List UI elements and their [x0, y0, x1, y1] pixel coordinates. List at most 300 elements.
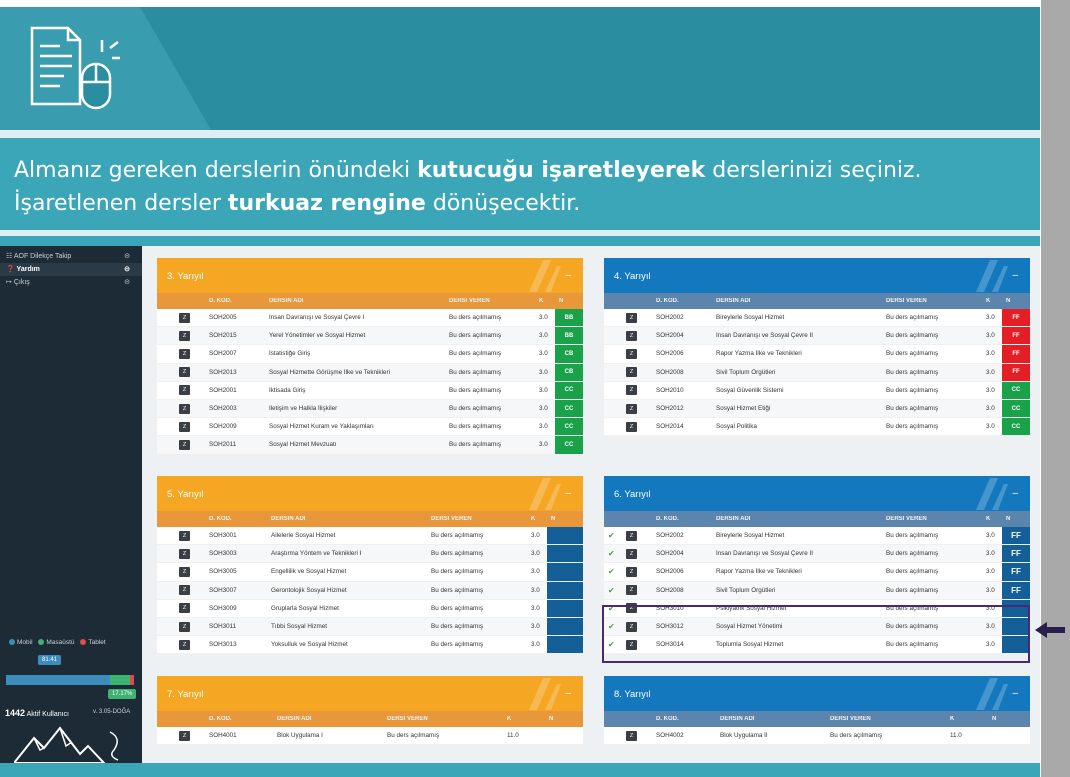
collapse-button[interactable]: – [1012, 270, 1018, 281]
course-instructor: Bu ders açılmamış [431, 641, 484, 649]
course-badge[interactable]: Z [179, 385, 190, 395]
course-credit: 3.0 [539, 423, 548, 431]
course-instructor: Bu ders açılmamış [886, 405, 939, 413]
table-row[interactable] [157, 727, 583, 745]
course-name: Engellilik ve Sosyal Hizmet [271, 568, 347, 576]
column-header-n: N [1006, 298, 1011, 304]
grade-badge: BB [555, 327, 583, 344]
course-table-body [604, 727, 1030, 745]
column-header-kod: D. KOD. [209, 516, 232, 522]
course-name: Sosyal Güvenlik Sistemi [716, 386, 784, 394]
course-badge[interactable]: Z [626, 422, 637, 432]
course-instructor: Bu ders açılmamış [886, 604, 939, 612]
course-credit: 3.0 [986, 350, 995, 358]
column-header-kod: D. KOD. [209, 716, 232, 722]
course-badge[interactable]: Z [626, 367, 637, 377]
mobil-percent-badge: 81.41 [38, 655, 61, 665]
table-header [157, 293, 583, 309]
column-header-k: K [507, 716, 512, 722]
course-name: Toplumla Sosyal Hizmet [716, 641, 784, 649]
course-code: SOH2006 [656, 568, 684, 576]
course-badge[interactable]: Z [626, 404, 637, 414]
column-header-veren: DERSİ VEREN [830, 716, 871, 722]
panel-title: 8. Yarıyıl [614, 689, 651, 700]
checkmark-icon: ✔ [608, 585, 615, 595]
panel-header [157, 676, 583, 711]
table-header [604, 293, 1030, 309]
checkmark-icon: ✔ [608, 549, 615, 559]
column-header-ad: DERSİN ADI [720, 716, 755, 722]
grade-badge [988, 727, 1030, 744]
instruction-text: Almanız gereken derslerin önündeki kutucuğu işaretleyerek derslerinizi seçiniz. İşaretlenen dersler turkuaz rengine dönüşecektir. [0, 138, 1040, 230]
column-header-ad: DERSİN ADI [277, 716, 312, 722]
course-badge[interactable]: Z [179, 731, 190, 741]
grade-badge: FF [1002, 309, 1030, 326]
course-badge[interactable]: Z [179, 549, 190, 559]
course-instructor: Bu ders açılmamış [431, 532, 484, 540]
question-icon: ❓ [6, 266, 15, 273]
course-name: Blok Uygulama I [277, 732, 323, 740]
collapse-button[interactable]: – [565, 270, 571, 281]
course-name: Rapor Yazma İlke ve Teknikleri [716, 568, 802, 576]
course-code: SOH2004 [656, 332, 684, 340]
course-code: SOH3014 [656, 641, 684, 649]
course-credit: 3.0 [986, 314, 995, 322]
grade-badge [547, 636, 583, 653]
course-credit: 3.0 [539, 332, 548, 340]
table-row[interactable] [604, 527, 1030, 545]
checkmark-icon: ✔ [608, 531, 615, 541]
course-instructor: Bu ders açılmamış [830, 732, 883, 740]
table-row[interactable] [157, 418, 583, 436]
course-instructor: Bu ders açılmamış [886, 368, 939, 376]
table-row[interactable] [604, 563, 1030, 581]
column-header-ad: DERSİN ADI [271, 516, 306, 522]
course-badge[interactable]: Z [626, 531, 637, 541]
grade-badge: CB [555, 364, 583, 381]
course-instructor: Bu ders açılmamış [886, 586, 939, 594]
course-instructor: Bu ders açılmamış [431, 568, 484, 576]
panel-title: 4. Yarıyıl [614, 271, 651, 282]
course-code: SOH3001 [209, 532, 237, 540]
table-row[interactable] [604, 364, 1030, 382]
grade-badge: FF [1002, 545, 1030, 562]
course-instructor: Bu ders açılmamış [886, 550, 939, 558]
course-credit: 3.0 [986, 532, 995, 540]
top-banner [0, 7, 1040, 137]
column-header-k: K [531, 516, 536, 522]
course-badge[interactable]: Z [179, 422, 190, 432]
course-badge[interactable]: Z [626, 549, 637, 559]
course-credit: 3.0 [539, 314, 548, 322]
course-name: Sivil Toplum Örgütleri [716, 368, 776, 376]
semester-panel [604, 258, 1030, 436]
table-row[interactable] [157, 327, 583, 345]
course-name: Sosyal Hizmet Kuram ve Yaklaşımları [269, 423, 374, 431]
grade-badge: CC [555, 436, 583, 453]
course-badge[interactable]: Z [179, 313, 190, 323]
grade-badge [547, 563, 583, 580]
column-header-veren: DERSİ VEREN [886, 298, 927, 304]
table-row[interactable] [157, 545, 583, 563]
table-row[interactable] [157, 400, 583, 418]
table-row[interactable] [604, 309, 1030, 327]
course-code: SOH2005 [209, 314, 237, 322]
panel-header [157, 258, 583, 293]
course-table-body [157, 527, 583, 654]
table-row[interactable] [157, 582, 583, 600]
collapse-button[interactable]: – [1012, 688, 1018, 699]
course-badge[interactable]: Z [626, 640, 637, 650]
course-credit: 3.0 [986, 586, 995, 594]
panel-deco-icon [521, 478, 561, 510]
course-badge[interactable]: Z [626, 622, 637, 632]
panel-header [604, 476, 1030, 511]
mountain-logo-icon [14, 724, 124, 763]
course-credit: 3.0 [539, 350, 548, 358]
grade-badge [547, 545, 583, 562]
course-code: SOH4001 [209, 732, 237, 740]
grade-badge: FF [1002, 563, 1030, 580]
course-instructor: Bu ders açılmamış [449, 405, 502, 413]
grade-badge [545, 727, 583, 744]
course-credit: 3.0 [531, 604, 540, 612]
table-row[interactable] [157, 636, 583, 654]
table-row[interactable] [157, 364, 583, 382]
course-name: İnsan Davranışı ve Sosyal Çevre II [716, 332, 813, 340]
checkmark-icon: ✔ [608, 622, 615, 632]
course-credit: 3.0 [539, 368, 548, 376]
column-header-kod: D. KOD. [656, 516, 679, 522]
course-code: SOH2004 [656, 550, 684, 558]
course-code: SOH2001 [209, 386, 237, 394]
column-header-veren: DERSİ VEREN [431, 516, 472, 522]
grade-badge: CC [1002, 382, 1030, 399]
course-name: Ailelerle Sosyal Hizmet [271, 532, 336, 540]
panel-deco-icon [521, 678, 561, 710]
course-credit: 3.0 [986, 623, 995, 631]
course-badge[interactable]: Z [626, 585, 637, 595]
course-credit: 3.0 [531, 623, 540, 631]
course-name: Gruplarla Sosyal Hizmet [271, 604, 339, 612]
course-credit: 3.0 [986, 568, 995, 576]
course-code: SOH3013 [209, 641, 237, 649]
course-badge[interactable]: Z [179, 640, 190, 650]
course-credit: 3.0 [986, 332, 995, 340]
table-row[interactable] [604, 545, 1030, 563]
course-instructor: Bu ders açılmamış [886, 623, 939, 631]
grade-badge: CC [1002, 400, 1030, 417]
course-instructor: Bu ders açılmamış [886, 641, 939, 649]
course-name: Araştırma Yöntem ve Teknikleri I [271, 550, 362, 558]
column-header-kod: D. KOD. [656, 716, 679, 722]
course-name: İnsan Davranışı ve Sosyal Çevre I [269, 314, 365, 322]
course-code: SOH3009 [209, 604, 237, 612]
chevron-icon: ⊝ [124, 253, 130, 260]
course-code: SOH2002 [656, 532, 684, 540]
course-credit: 3.0 [531, 550, 540, 558]
semester-panel [604, 676, 1030, 745]
column-header-n: N [549, 716, 554, 722]
column-header-veren: DERSİ VEREN [387, 716, 428, 722]
course-code: SOH2011 [209, 441, 237, 449]
table-row[interactable] [604, 400, 1030, 418]
course-badge[interactable]: Z [626, 567, 637, 577]
grade-badge: FF [1002, 527, 1030, 544]
course-badge[interactable]: Z [179, 585, 190, 595]
checkmark-icon: ✔ [608, 640, 615, 650]
course-code: SOH2015 [209, 332, 237, 340]
column-header-ad: DERSİN ADI [269, 298, 304, 304]
course-credit: 3.0 [539, 441, 548, 449]
grade-badge [547, 618, 583, 635]
table-row[interactable] [604, 345, 1030, 363]
course-code: SOH2008 [656, 368, 684, 376]
panel-title: 6. Yarıyıl [614, 489, 651, 500]
course-name: Sosyal Hizmette Görüşme İlke ve Teknikleri [269, 368, 390, 376]
course-code: SOH4002 [656, 732, 684, 740]
course-instructor: Bu ders açılmamış [886, 532, 939, 540]
grade-badge [547, 600, 583, 617]
course-code: SOH2008 [656, 586, 684, 594]
course-instructor: Bu ders açılmamış [431, 623, 484, 631]
course-credit: 3.0 [986, 641, 995, 649]
table-row[interactable] [157, 345, 583, 363]
column-header-veren: DERSİ VEREN [449, 298, 490, 304]
course-name: Tıbbi Sosyal Hizmet [271, 623, 327, 631]
course-instructor: Bu ders açılmamış [886, 332, 939, 340]
course-code: SOH3005 [209, 568, 237, 576]
course-name: İletişim ve Halkla İlişkiler [269, 405, 338, 413]
course-instructor: Bu ders açılmamış [431, 604, 484, 612]
table-header [157, 511, 583, 527]
table-header [604, 511, 1030, 527]
table-row[interactable] [604, 418, 1030, 436]
sidebar-item-cikis[interactable]: ↦ Çıkış ⊝ [0, 276, 142, 289]
course-name: Sivil Toplum Örgütleri [716, 586, 776, 594]
course-badge[interactable]: Z [179, 367, 190, 377]
course-name: İktisada Giriş [269, 386, 306, 394]
course-badge[interactable]: Z [179, 440, 190, 450]
course-instructor: Bu ders açılmamış [449, 350, 502, 358]
course-credit: 3.0 [986, 423, 995, 431]
course-name: Gerontolojik Sosyal Hizmet [271, 586, 347, 594]
panel-deco-icon [968, 260, 1008, 292]
course-badge[interactable]: Z [179, 349, 190, 359]
course-badge[interactable]: Z [179, 622, 190, 632]
table-row[interactable] [604, 582, 1030, 600]
course-code: SOH3010 [656, 604, 684, 612]
table-row[interactable] [157, 382, 583, 400]
course-instructor: Bu ders açılmamış [886, 350, 939, 358]
course-instructor: Bu ders açılmamış [449, 423, 502, 431]
panel-header [604, 258, 1030, 293]
course-name: Sosyal Hizmet Etiği [716, 405, 771, 413]
arrow-left-icon [1033, 620, 1067, 640]
course-badge[interactable]: Z [626, 331, 637, 341]
course-credit: 3.0 [539, 405, 548, 413]
course-credit: 3.0 [986, 550, 995, 558]
grade-badge [547, 527, 583, 544]
course-credit: 3.0 [539, 386, 548, 394]
column-header-n: N [1006, 516, 1011, 522]
column-header-n: N [559, 298, 564, 304]
checkmark-icon: ✔ [608, 567, 615, 577]
course-badge[interactable]: Z [626, 385, 637, 395]
course-code: SOH2003 [209, 405, 237, 413]
course-name: Sosyal Politika [716, 423, 757, 431]
logout-icon: ↦ [6, 279, 12, 286]
column-header-ad: DERSİN ADI [716, 516, 751, 522]
semester-panel [157, 258, 583, 455]
course-name: İnsan Davranışı ve Sosyal Çevre II [716, 550, 813, 558]
course-instructor: Bu ders açılmamış [886, 568, 939, 576]
course-badge[interactable]: Z [179, 331, 190, 341]
course-code: SOH3011 [209, 623, 237, 631]
course-name: Rapor Yazma İlke ve Teknikleri [716, 350, 802, 358]
table-row[interactable] [157, 600, 583, 618]
course-badge[interactable]: Z [179, 404, 190, 414]
grade-badge: FF [1002, 345, 1030, 362]
course-instructor: Bu ders açılmamış [886, 423, 939, 431]
course-name: Yoksulluk ve Sosyal Hizmet [271, 641, 348, 649]
course-code: SOH3012 [656, 623, 684, 631]
course-credit: 3.0 [531, 568, 540, 576]
active-users: 1442 Aktif Kullanıcı [5, 708, 70, 718]
semester-panel [157, 476, 583, 654]
panel-title: 7. Yarıyıl [167, 689, 204, 700]
sidebar-item-yardim[interactable]: ❓ Yardım ⊝ [0, 263, 142, 276]
panel-title: 3. Yarıyıl [167, 271, 204, 282]
course-name: Sosyal Hizmet Mevzuatı [269, 441, 337, 449]
course-code: SOH2007 [209, 350, 237, 358]
grade-badge: FF [1002, 327, 1030, 344]
course-instructor: Bu ders açılmamış [431, 550, 484, 558]
course-badge[interactable]: Z [626, 349, 637, 359]
column-header-kod: D. KOD. [656, 298, 679, 304]
panel-title: 5. Yarıyıl [167, 489, 204, 500]
column-header-n: N [551, 516, 556, 522]
selected-courses-highlight [602, 605, 1030, 663]
table-row[interactable] [157, 527, 583, 545]
course-badge[interactable]: Z [179, 603, 190, 613]
course-credit: 11.0 [950, 732, 962, 740]
course-badge[interactable]: Z [179, 531, 190, 541]
sidebar-item-dilekce[interactable]: ☷ AOF Dilekçe Takip ⊝ [0, 250, 142, 263]
device-usage-bar [6, 675, 134, 685]
panel-header [157, 476, 583, 511]
table-header [157, 711, 583, 727]
grade-badge: FF [1002, 582, 1030, 599]
course-table-body [157, 727, 583, 745]
table-row[interactable] [157, 563, 583, 581]
course-code: SOH2009 [209, 423, 237, 431]
sidebar [0, 246, 142, 763]
chevron-icon: ⊝ [124, 266, 130, 273]
device-legend: Mobil Masaüstü Tablet [5, 639, 106, 646]
collapse-button[interactable]: – [1012, 488, 1018, 499]
table-row[interactable] [604, 382, 1030, 400]
grade-badge: FF [1002, 364, 1030, 381]
collapse-button[interactable]: – [565, 688, 571, 699]
table-row[interactable] [604, 727, 1030, 745]
course-badge[interactable]: Z [626, 731, 637, 741]
table-row[interactable] [157, 309, 583, 327]
course-name: Sosyal Hizmet Yönetimi [716, 623, 783, 631]
grade-badge: CC [1002, 418, 1030, 435]
course-badge[interactable]: Z [626, 313, 637, 323]
semester-panel [157, 676, 583, 745]
column-header-k: K [539, 298, 544, 304]
column-header-k: K [986, 298, 991, 304]
document-mouse-icon [24, 24, 120, 116]
table-row[interactable] [604, 327, 1030, 345]
right-strip [1041, 0, 1070, 777]
course-code: SOH3007 [209, 586, 237, 594]
course-table-body [157, 309, 583, 455]
table-row[interactable] [157, 436, 583, 454]
column-header-n: N [992, 716, 997, 722]
course-badge[interactable]: Z [179, 567, 190, 577]
column-header-k: K [950, 716, 955, 722]
course-credit: 3.0 [531, 641, 540, 649]
collapse-button[interactable]: – [565, 488, 571, 499]
grade-badge: BB [555, 309, 583, 326]
course-code: SOH2014 [656, 423, 684, 431]
column-header-ad: DERSİN ADI [716, 298, 751, 304]
course-credit: 3.0 [986, 405, 995, 413]
course-name: Yerel Yönetimler ve Sosyal Hizmet [269, 332, 366, 340]
column-header-k: K [986, 516, 991, 522]
course-instructor: Bu ders açılmamış [886, 386, 939, 394]
version-label: v. 3.05-DOĞA [93, 709, 131, 715]
grade-badge: CC [555, 400, 583, 417]
course-code: SOH2002 [656, 314, 684, 322]
column-header-kod: D. KOD. [209, 298, 232, 304]
course-badge[interactable]: Z [626, 603, 637, 613]
course-instructor: Bu ders açılmamış [449, 314, 502, 322]
course-instructor: Bu ders açılmamış [886, 314, 939, 322]
column-header-veren: DERSİ VEREN [886, 516, 927, 522]
course-code: SOH3003 [209, 550, 237, 558]
course-instructor: Bu ders açılmamış [449, 441, 502, 449]
course-instructor: Bu ders açılmamış [449, 368, 502, 376]
panel-deco-icon [968, 678, 1008, 710]
table-row[interactable] [157, 618, 583, 636]
course-name: Blok Uygulama II [720, 732, 768, 740]
course-code: SOH2013 [209, 368, 237, 376]
course-credit: 3.0 [986, 604, 995, 612]
course-table-body [604, 309, 1030, 436]
course-instructor: Bu ders açılmamış [449, 332, 502, 340]
course-code: SOH2010 [656, 386, 684, 394]
course-name: Bireylerle Sosyal Hizmet [716, 314, 785, 322]
grade-badge: CB [555, 345, 583, 362]
checkmark-icon: ✔ [608, 603, 615, 613]
course-code: SOH2006 [656, 350, 684, 358]
grade-badge [547, 582, 583, 599]
course-credit: 3.0 [986, 368, 995, 376]
course-name: İstatistiğe Giriş [269, 350, 311, 358]
chevron-icon: ⊝ [124, 279, 130, 286]
sitemap-icon: ☷ [6, 253, 13, 260]
course-credit: 11.0 [507, 732, 519, 740]
panel-header [604, 676, 1030, 711]
course-instructor: Bu ders açılmamış [449, 386, 502, 394]
course-instructor: Bu ders açılmamış [387, 732, 440, 740]
course-name: Bireylerle Sosyal Hizmet [716, 532, 785, 540]
panel-deco-icon [521, 260, 561, 292]
